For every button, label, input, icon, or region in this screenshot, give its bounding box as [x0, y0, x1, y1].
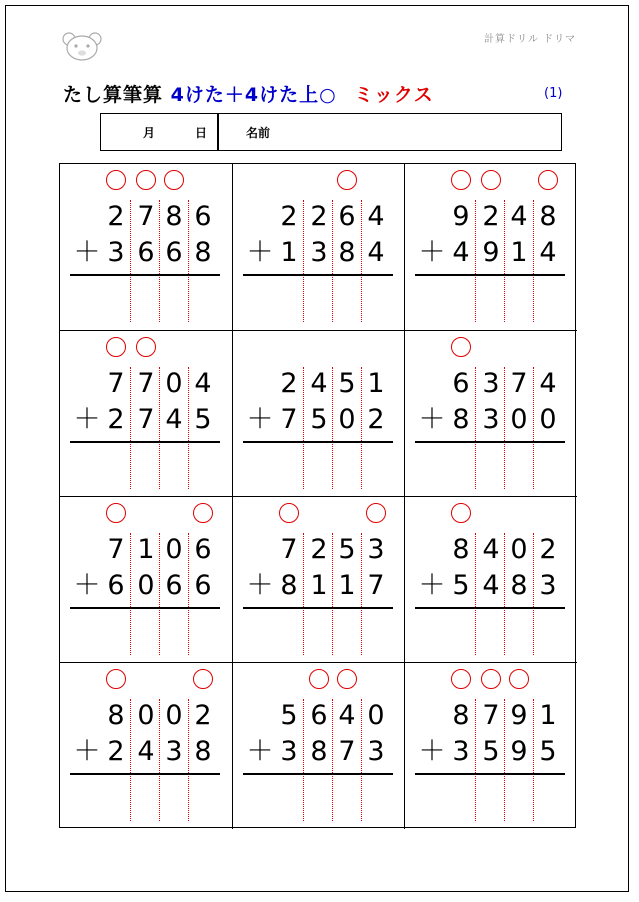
problem-grid — [59, 163, 576, 828]
answer-area[interactable] — [275, 447, 393, 487]
addend2-digit: 6 — [137, 237, 155, 268]
plus-sign: ＋ — [73, 404, 101, 435]
plus-sign: ＋ — [73, 570, 101, 601]
sum-line — [415, 274, 565, 276]
addend2-digit: 2 — [107, 404, 125, 435]
addend1-digit: 5 — [338, 368, 356, 399]
addend2-digit: 7 — [137, 404, 155, 435]
carry-circle — [106, 170, 126, 190]
problem-cell — [60, 164, 232, 330]
addend2-digit: 2 — [367, 404, 385, 435]
addend1-digit: 6 — [452, 368, 470, 399]
addend1-digit: 2 — [280, 368, 298, 399]
addend1-digit: 4 — [338, 700, 356, 731]
answer-area[interactable] — [275, 613, 393, 653]
sum-line — [243, 441, 393, 443]
addend2-digit: 0 — [338, 404, 356, 435]
addend1-digit: 8 — [107, 700, 125, 731]
addend2-digit: 8 — [338, 237, 356, 268]
carry-circle — [106, 503, 126, 523]
addend1-digit: 2 — [280, 201, 298, 232]
addend2-digit: 4 — [165, 404, 183, 435]
addend1-digit: 9 — [452, 201, 470, 232]
addend2-digit: 4 — [137, 736, 155, 767]
problem-cell — [232, 662, 405, 829]
addend1-digit: 2 — [310, 534, 328, 565]
addend2-digit: 4 — [452, 237, 470, 268]
addend2-digit: 4 — [539, 237, 557, 268]
sum-line — [415, 607, 565, 609]
plus-sign: ＋ — [246, 570, 274, 601]
addend2-digit: 1 — [338, 570, 356, 601]
addend2-digit: 3 — [107, 237, 125, 268]
addend2-digit: 8 — [452, 404, 470, 435]
carry-circle — [106, 337, 126, 357]
sum-line — [70, 441, 220, 443]
carry-circle — [451, 669, 471, 689]
plus-sign: ＋ — [418, 237, 446, 268]
addend2-digit: 0 — [510, 404, 528, 435]
addend2-digit: 3 — [367, 736, 385, 767]
answer-area[interactable] — [102, 779, 220, 819]
sum-line — [70, 274, 220, 276]
carry-circle — [337, 669, 357, 689]
carry-circle — [366, 503, 386, 523]
carry-circle — [136, 337, 156, 357]
addend1-digit: 2 — [310, 201, 328, 232]
plus-sign: ＋ — [418, 736, 446, 767]
sum-line — [70, 773, 220, 775]
addend2-digit: 2 — [107, 736, 125, 767]
addend2-digit: 3 — [539, 570, 557, 601]
addend1-digit: 6 — [194, 201, 212, 232]
addend1-digit: 5 — [338, 534, 356, 565]
problem-cell — [404, 330, 577, 497]
addend1-digit: 6 — [194, 534, 212, 565]
addend1-digit: 0 — [165, 368, 183, 399]
addend1-digit: 4 — [482, 534, 500, 565]
addend2-digit: 0 — [137, 570, 155, 601]
carry-circle — [279, 503, 299, 523]
addend1-digit: 3 — [482, 368, 500, 399]
carry-circle — [309, 669, 329, 689]
addend2-digit: 5 — [539, 736, 557, 767]
title-part3: ミックス — [354, 84, 434, 106]
addend2-digit: 4 — [367, 237, 385, 268]
addend2-digit: 7 — [338, 736, 356, 767]
bear-logo-icon — [60, 30, 104, 62]
sum-line — [70, 607, 220, 609]
brand-text: 計算ドリル ドリマ — [484, 34, 576, 45]
addend1-digit: 8 — [539, 201, 557, 232]
answer-area[interactable] — [447, 447, 565, 487]
addend1-digit: 1 — [137, 534, 155, 565]
addend1-digit: 4 — [310, 368, 328, 399]
addend2-digit: 4 — [482, 570, 500, 601]
day-label: 日 — [195, 126, 208, 140]
addend1-digit: 2 — [194, 700, 212, 731]
plus-sign: ＋ — [246, 736, 274, 767]
addend2-digit: 7 — [367, 570, 385, 601]
addend2-digit: 1 — [310, 570, 328, 601]
carry-circle — [164, 170, 184, 190]
addend1-digit: 9 — [510, 700, 528, 731]
title-part1: たし算筆算 — [63, 84, 164, 106]
worksheet-title — [63, 80, 434, 107]
addend1-digit: 7 — [107, 534, 125, 565]
addend1-digit: 4 — [194, 368, 212, 399]
carry-circle — [481, 170, 501, 190]
addend1-digit: 4 — [510, 201, 528, 232]
answer-area[interactable] — [102, 613, 220, 653]
addend2-digit: 8 — [510, 570, 528, 601]
addend2-digit: 5 — [194, 404, 212, 435]
problem-cell — [404, 662, 577, 829]
addend1-digit: 2 — [107, 201, 125, 232]
addend1-digit: 7 — [482, 700, 500, 731]
plus-sign: ＋ — [73, 237, 101, 268]
carry-circle — [451, 503, 471, 523]
addend2-digit: 1 — [280, 237, 298, 268]
plus-sign: ＋ — [418, 404, 446, 435]
addend2-digit: 6 — [165, 237, 183, 268]
addend1-digit: 0 — [165, 700, 183, 731]
addend2-digit: 8 — [194, 237, 212, 268]
problem-cell — [404, 164, 577, 330]
answer-area[interactable] — [102, 280, 220, 320]
addend2-digit: 7 — [280, 404, 298, 435]
addend1-digit: 2 — [539, 534, 557, 565]
addend2-digit: 5 — [452, 570, 470, 601]
plus-sign: ＋ — [246, 404, 274, 435]
plus-sign: ＋ — [418, 570, 446, 601]
answer-area[interactable] — [275, 280, 393, 320]
addend2-digit: 3 — [452, 736, 470, 767]
month-label: 月 — [143, 126, 156, 140]
addend2-digit: 6 — [107, 570, 125, 601]
addend2-digit: 0 — [539, 404, 557, 435]
answer-area[interactable] — [447, 280, 565, 320]
addend1-digit: 8 — [452, 700, 470, 731]
addend1-digit: 4 — [539, 368, 557, 399]
addend1-digit: 0 — [367, 700, 385, 731]
problem-cell — [232, 330, 405, 497]
carry-circle — [509, 669, 529, 689]
addend1-digit: 6 — [338, 201, 356, 232]
title-part2: 4けた＋4けた上○ — [170, 84, 337, 106]
addend2-digit: 3 — [482, 404, 500, 435]
carry-circle — [337, 170, 357, 190]
name-box-divider — [217, 114, 219, 150]
carry-circle — [106, 669, 126, 689]
plus-sign: ＋ — [246, 237, 274, 268]
addend2-digit: 1 — [510, 237, 528, 268]
sum-line — [243, 274, 393, 276]
addend2-digit: 8 — [280, 570, 298, 601]
addend1-digit: 0 — [510, 534, 528, 565]
addend2-digit: 3 — [165, 736, 183, 767]
problem-cell — [404, 496, 577, 663]
name-label: 名前 — [246, 126, 271, 140]
problem-cell — [232, 496, 405, 663]
addend1-digit: 1 — [539, 700, 557, 731]
addend1-digit: 0 — [137, 700, 155, 731]
problem-cell — [60, 662, 232, 829]
addend2-digit: 6 — [194, 570, 212, 601]
addend1-digit: 0 — [165, 534, 183, 565]
addend2-digit: 8 — [194, 736, 212, 767]
addend2-digit: 5 — [310, 404, 328, 435]
problem-cell — [60, 330, 232, 497]
addend1-digit: 4 — [367, 201, 385, 232]
carry-circle — [136, 170, 156, 190]
carry-circle — [538, 170, 558, 190]
carry-circle — [481, 669, 501, 689]
addend2-digit: 3 — [310, 237, 328, 268]
addend1-digit: 1 — [367, 368, 385, 399]
addend1-digit: 7 — [107, 368, 125, 399]
carry-circle — [193, 503, 213, 523]
addend1-digit: 3 — [367, 534, 385, 565]
addend1-digit: 8 — [165, 201, 183, 232]
carry-circle — [451, 170, 471, 190]
addend1-digit: 2 — [482, 201, 500, 232]
sheet-number: (1) — [544, 86, 563, 101]
problem-cell — [232, 164, 405, 330]
addend1-digit: 8 — [452, 534, 470, 565]
addend2-digit: 6 — [165, 570, 183, 601]
answer-area[interactable] — [447, 613, 565, 653]
addend1-digit: 7 — [280, 534, 298, 565]
answer-area[interactable] — [447, 779, 565, 819]
carry-circle — [451, 337, 471, 357]
sum-line — [243, 773, 393, 775]
addend1-digit: 7 — [137, 201, 155, 232]
answer-area[interactable] — [275, 779, 393, 819]
addend1-digit: 7 — [510, 368, 528, 399]
addend2-digit: 5 — [482, 736, 500, 767]
sum-line — [415, 773, 565, 775]
name-box — [100, 113, 562, 151]
carry-circle — [193, 669, 213, 689]
addend2-digit: 9 — [510, 736, 528, 767]
sum-line — [243, 607, 393, 609]
addend2-digit: 8 — [310, 736, 328, 767]
answer-area[interactable] — [102, 447, 220, 487]
plus-sign: ＋ — [73, 736, 101, 767]
addend1-digit: 7 — [137, 368, 155, 399]
sum-line — [415, 441, 565, 443]
addend1-digit: 5 — [280, 700, 298, 731]
addend2-digit: 9 — [482, 237, 500, 268]
addend1-digit: 6 — [310, 700, 328, 731]
addend2-digit: 3 — [280, 736, 298, 767]
problem-cell — [60, 496, 232, 663]
